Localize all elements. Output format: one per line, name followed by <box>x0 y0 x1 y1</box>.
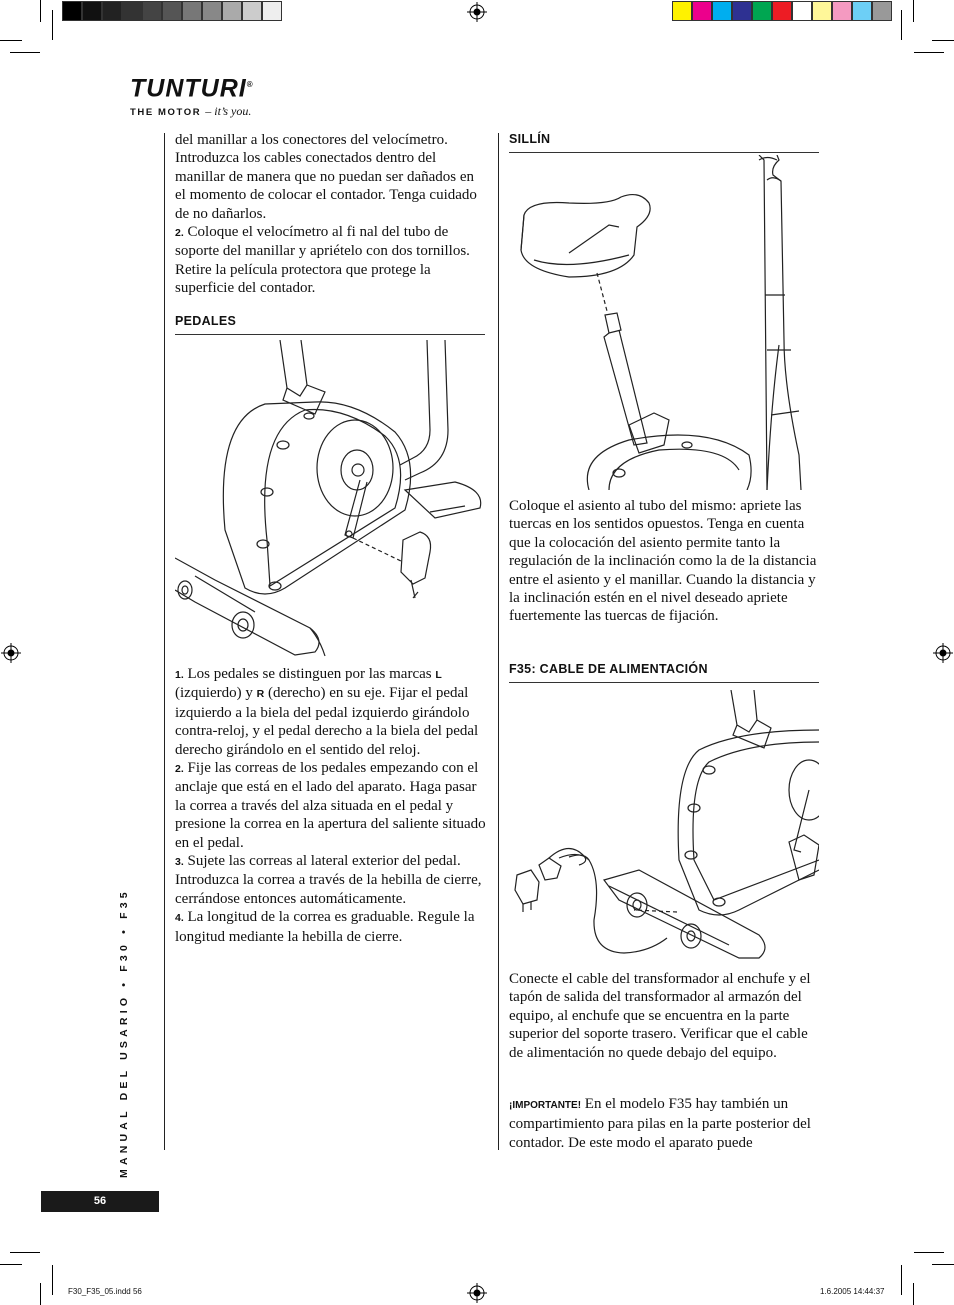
sidebar-vertical-text: MANUAL DEL USARIO • F30 • F35 <box>118 888 130 1178</box>
crop-mark <box>52 10 53 40</box>
gray-swatch <box>262 1 282 21</box>
registration-mark-icon <box>933 643 953 663</box>
color-swatch <box>872 1 892 21</box>
important-label: ¡IMPORTANTE! <box>509 1100 582 1111</box>
pedal-installation-illustration <box>175 340 487 658</box>
gray-swatch <box>102 1 122 21</box>
column-divider <box>498 133 499 1150</box>
color-swatch <box>832 1 852 21</box>
step-number: 2. <box>175 227 184 240</box>
brand-logo <box>130 72 254 120</box>
crop-mark <box>40 0 41 22</box>
crop-mark <box>932 40 954 41</box>
step-number: 4. <box>175 912 184 925</box>
left-column-top <box>175 131 487 298</box>
cable-paragraph: Conecte el cable del transformador al enchufe y el tapón de salida del transformador al armazón del equipo, al enchufe que se encuentra en la parte superior del soporte trasero. Verificar que el cable de alimentación no quede debajo del equipo. <box>509 971 811 1061</box>
seat-installation-illustration <box>509 155 819 490</box>
gray-swatch <box>202 1 222 21</box>
gray-swatch <box>162 1 182 21</box>
left-mark: L <box>435 669 442 681</box>
important-paragraph <box>509 1095 821 1152</box>
left-column-bottom <box>175 665 487 946</box>
step-text: Fije las correas de los pedales empezando con el anclaje que está en el lado del aparato. Haga pasar la correa a través del alza situada en el pedal y presione la correa en la apertura del saliente situado en el pedal. <box>175 760 486 851</box>
color-swatch <box>692 1 712 21</box>
color-swatch <box>752 1 772 21</box>
crop-mark <box>10 52 40 53</box>
gray-swatch <box>222 1 242 21</box>
pedal-step-4 <box>175 908 487 946</box>
crop-mark <box>40 1283 41 1305</box>
step-text: La longitud de la correa es graduable. Regule la longitud mediante la hebilla de cierre. <box>175 909 475 945</box>
footer-file: F30_F35_05.indd 56 <box>68 1287 142 1296</box>
color-swatch <box>792 1 812 21</box>
step-number: 3. <box>175 856 184 869</box>
color-swatch <box>712 1 732 21</box>
pedal-step-3 <box>175 852 487 908</box>
sillin-heading: SILLÍN <box>509 132 819 153</box>
column-divider <box>164 133 165 1150</box>
registered-mark: ® <box>246 80 254 89</box>
intro-paragraph: del manillar a los conectores del velocímetro. Introduzca los cables conectados dentro del manillar de manera que no puedan ser dañados en el momento de colocar el contador. Tenga cuidado de no dañarlos. <box>175 132 477 222</box>
step-text: Coloque el velocímetro al fi nal del tubo de soporte del manillar y apriételo con dos tornillos. Retire la película protectora que protege la superficie del contador. <box>175 224 470 297</box>
step-text: (derecho) en su eje. Fijar el pedal izquierdo a la biela del pedal izquierdo girándolo contra-reloj, y el pedal derecho a la biela del pedal derecho girándolo en el sentido del reloj. <box>175 685 479 758</box>
gray-swatch <box>82 1 102 21</box>
step-2-paragraph <box>175 223 487 298</box>
crop-mark <box>10 1252 40 1253</box>
important-text: En el modelo F35 hay también un compartimiento para pilas en la parte posterior del contador. De este modo el aparato puede <box>509 1096 811 1151</box>
color-swatch <box>732 1 752 21</box>
gray-swatch <box>242 1 262 21</box>
step-text: Sujete las correas al lateral exterior del pedal. Introduzca la correa a través de la hebilla de cierre, cerrándose entonces automáticamente. <box>175 853 482 907</box>
crop-mark <box>52 1265 53 1295</box>
gray-swatch <box>142 1 162 21</box>
crop-mark <box>932 1264 954 1265</box>
registration-mark-icon <box>467 1283 487 1303</box>
color-swatch <box>672 1 692 21</box>
page-number: 56 <box>41 1191 159 1212</box>
gray-swatch <box>62 1 82 21</box>
crop-mark <box>914 52 944 53</box>
sillin-paragraph: Coloque el asiento al tubo del mismo: apriete las tuercas en los sentidos opuestos. Tenga en cuenta que la colocación del asiento permite tanto la regulación de la inclinación como la de la distancia entre el asiento y el manillar. Cuando la distancia y la inclinación estén en el nivel deseado apriete fuertemente las tuercas de fijación. <box>509 498 817 625</box>
step-text: (izquierdo) y <box>175 685 257 702</box>
brand-tagline-you: – it’s you. <box>205 104 252 119</box>
color-swatch <box>852 1 872 21</box>
brand-tagline-motor: THE MOTOR <box>130 107 202 119</box>
crop-mark <box>913 0 914 22</box>
crop-mark <box>0 1264 22 1265</box>
pedal-step-1 <box>175 665 487 759</box>
crop-mark <box>913 1283 914 1305</box>
step-text: Los pedales se distinguen por las marcas <box>183 666 436 682</box>
cable-heading: F35: CABLE DE ALIMENTACIÓN <box>509 662 819 683</box>
gray-swatch <box>182 1 202 21</box>
crop-mark <box>0 40 22 41</box>
brand-name: TUNTURI <box>130 74 247 103</box>
pedales-heading: PEDALES <box>175 314 485 335</box>
footer-date: 1.6.2005 14:44:37 <box>820 1287 885 1296</box>
crop-mark <box>914 1252 944 1253</box>
color-swatch <box>772 1 792 21</box>
step-number: 2. <box>175 763 184 776</box>
registration-mark-icon <box>1 643 21 663</box>
registration-mark-icon <box>467 2 487 22</box>
step-number: 1. <box>175 669 184 681</box>
power-cable-illustration <box>509 690 819 968</box>
crop-mark <box>901 10 902 40</box>
gray-swatch <box>122 1 142 21</box>
pedal-step-2 <box>175 759 487 852</box>
color-swatch <box>812 1 832 21</box>
right-mark: R <box>256 688 265 701</box>
crop-mark <box>901 1265 902 1295</box>
